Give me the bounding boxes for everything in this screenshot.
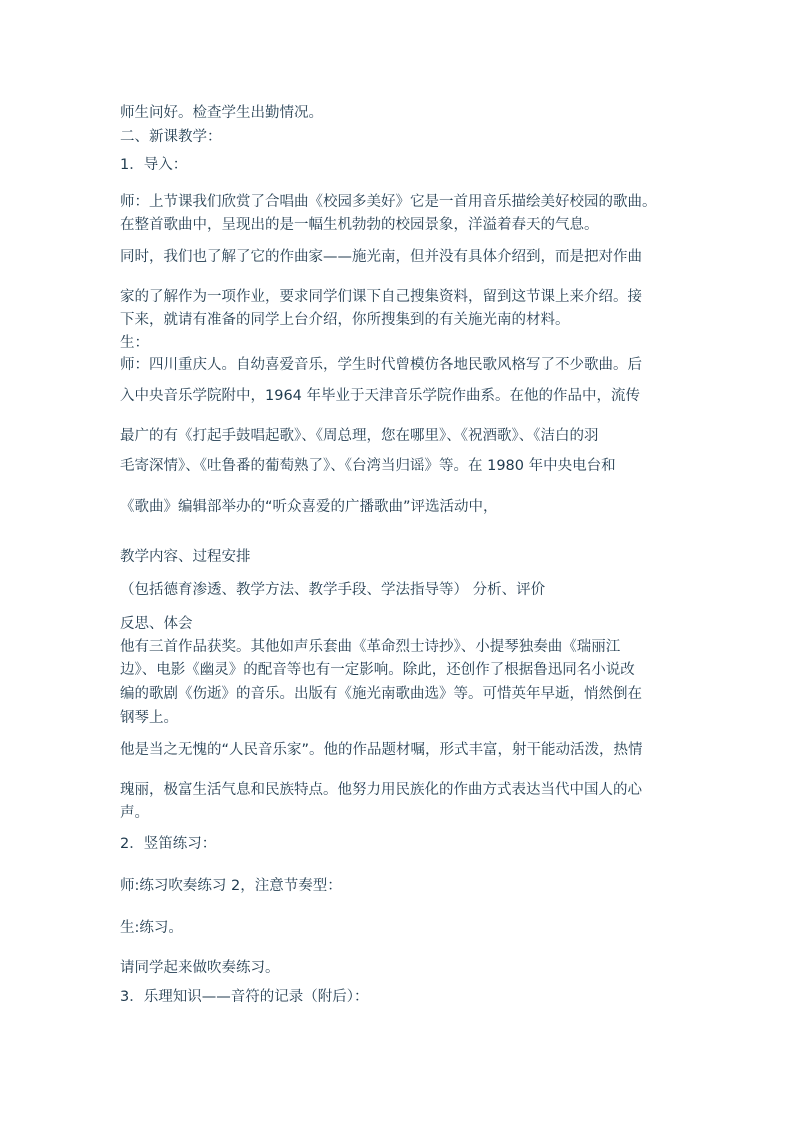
subsection-heading: 3．乐理知识——音符的记录（附后）： — [120, 989, 369, 1005]
text-line: 最广的有《打起手鼓唱起歌》、《周总理，您在哪里》、《祝酒歌》、《洁白的羽 — [120, 428, 599, 444]
subsection-heading: 1．导入： — [120, 157, 188, 173]
section-heading: 二、新课教学： — [120, 129, 222, 145]
table-header-text: （包括德育渗透、教学方法、教学手段、学法指导等） 分析、评价 — [120, 582, 546, 598]
table-header-text: 教学内容、过程安排 — [120, 549, 251, 565]
text-line: 毛寄深情》、《吐鲁番的葡萄熟了》、《台湾当归谣》等。在 1980 年中央电台和 — [120, 458, 616, 474]
text-line: 《歌曲》编辑部举办的“听众喜爱的广播歌曲”评选活动中， — [120, 499, 498, 515]
text-line: 师生问好。检查学生出勤情况。 — [120, 105, 323, 121]
text-line: 编的歌剧《伤逝》的音乐。出版有《施光南歌曲选》等。可惜英年早逝，悄然倒在 — [120, 686, 642, 702]
text-line: 声。 — [120, 805, 149, 821]
text-line: 生:练习。 — [120, 920, 183, 936]
text-line: 请同学起来做吹奏练习。 — [120, 960, 280, 976]
text-line: 瑰丽，极富生活气息和民族特点。他努力用民族化的作曲方式表达当代中国人的心 — [120, 782, 642, 798]
text-line: 在整首歌曲中，呈现出的是一幅生机勃勃的校园景象，洋溢着春天的气息。 — [120, 217, 599, 233]
text-line: 师：四川重庆人。自幼喜爱音乐，学生时代曾模仿各地民歌风格写了不少歌曲。后 — [120, 357, 642, 373]
text-line: 下来，就请有准备的同学上台介绍，你所搜集到的有关施光南的材料。 — [120, 312, 570, 328]
text-line: 生： — [120, 335, 149, 351]
text-line: 钢琴上。 — [120, 710, 178, 726]
text-line: 家的了解作为一项作业，要求同学们课下自己搜集资料，留到这节课上来介绍。接 — [120, 289, 642, 305]
text-line: 入中央音乐学院附中，1964 年毕业于天津音乐学院作曲系。在他的作品中，流传 — [120, 388, 641, 404]
subsection-heading: 2．竖笛练习： — [120, 836, 217, 852]
text-line: 师:练习吹奏练习 2，注意节奏型： — [120, 878, 342, 894]
text-line: 他是当之无愧的“人民音乐家”。他的作品题材嘱，形式丰富，射干能动活泼，热情 — [120, 742, 643, 758]
text-line: 边》、电影《幽灵》的配音等也有一定影响。除此，还创作了根据鲁迅同名小说改 — [120, 662, 635, 678]
table-header-text: 反思、体会 — [120, 616, 193, 632]
text-line: 师：上节课我们欣赏了合唱曲《校园多美好》它是一首用音乐描绘美好校园的歌曲。 — [120, 194, 657, 210]
text-line: 他有三首作品获奖。其他如声乐套曲《革命烈士诗抄》、小提琴独奏曲《瑞丽江 — [120, 639, 621, 655]
text-line: 同时，我们也了解了它的作曲家——施光南，但并没有具体介绍到，而是把对作曲 — [120, 249, 642, 265]
